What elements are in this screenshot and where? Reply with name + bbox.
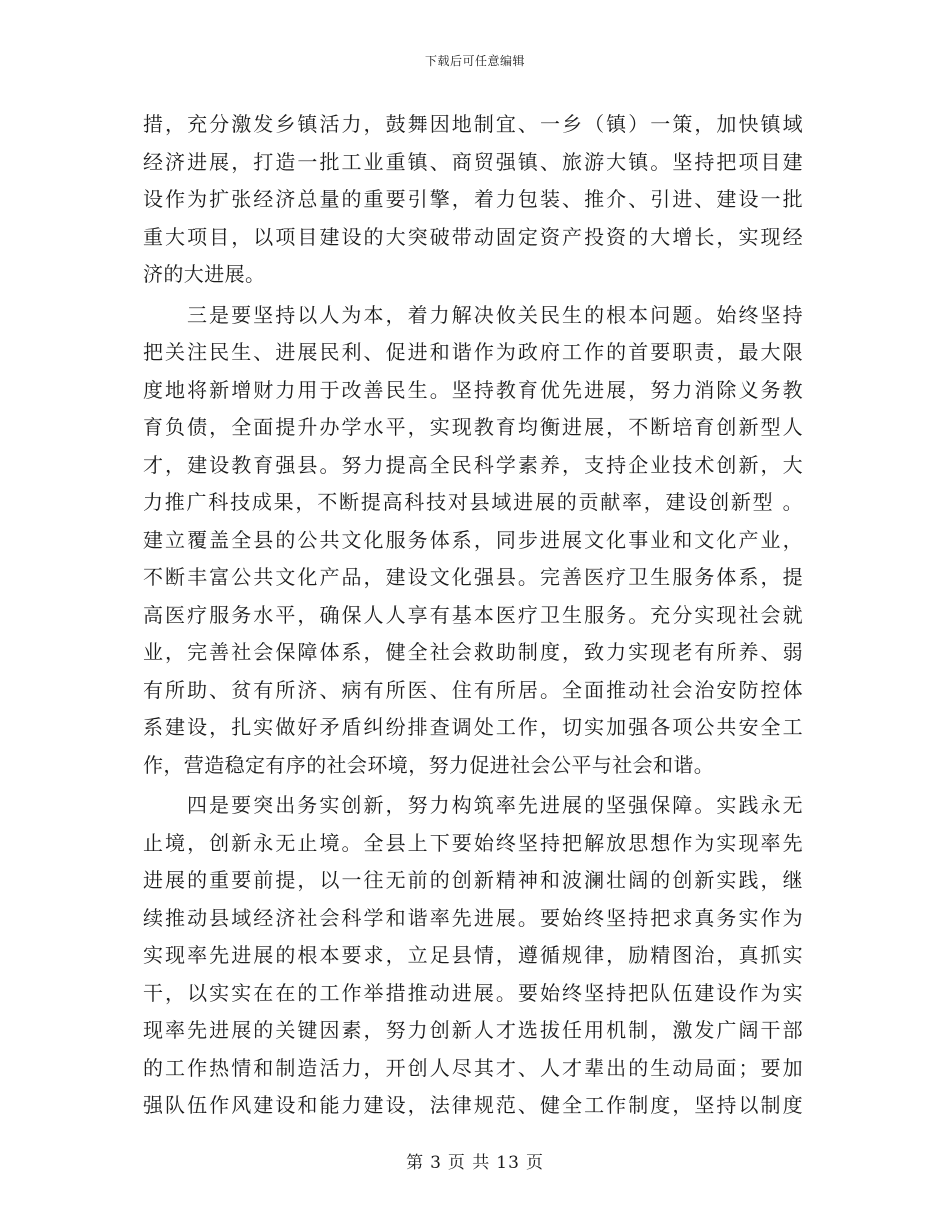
text-line: 强队伍作风建设和能力建设，法律规范、健全工作制度，坚持以制度 xyxy=(143,1093,803,1117)
text-line: 业，完善社会保障体系，健全社会救助制度，致力实现老有所养、弱 xyxy=(143,640,803,664)
total-pages: 13 xyxy=(496,1153,520,1173)
text-line: 重大项目，以项目建设的大突破带动固定资产投资的大增长，实现经 xyxy=(143,224,803,249)
text-line: 设作为扩张经济总量的重要引擎，着力包装、推介、引进、建设一批 xyxy=(143,187,803,211)
text-line: 才，建设教育强县。努力提高全民科学素养，支持企业技术创新，大 xyxy=(143,452,803,477)
text-line: 止境，创新永无止境。全县上下要始终坚持把解放思想作为实现率先 xyxy=(143,830,803,855)
page-number: 3 xyxy=(430,1153,442,1173)
text-line: 度地将新增财力用于改善民生。坚持教育优先进展，努力消除义务教 xyxy=(143,377,803,402)
paragraph xyxy=(143,787,803,1125)
paragraph xyxy=(143,297,803,785)
paragraph xyxy=(143,106,803,294)
text-line: 进展的重要前提，以一往无前的创新精神和波澜壮阔的创新实践，继 xyxy=(143,868,803,892)
footer-suffix: 页 xyxy=(525,1153,544,1173)
document-body xyxy=(143,106,803,1125)
text-line: 的工作热情和制造活力，开创人尽其才、人才辈出的生动局面；要加 xyxy=(143,1055,803,1080)
text-line: 三是要坚持以人为本，着力解决攸关民生的根本问题。始终坚持 xyxy=(187,302,803,327)
text-line: 现率先进展的关键因素，努力创新人才选拔任用机制，激发广阔干部 xyxy=(143,1018,803,1042)
text-line: 高医疗服务水平，确保人人享有基本医疗卫生服务。充分实现社会就 xyxy=(143,602,803,627)
text-line: 育负债，全面提升办学水平，实现教育均衡进展，不断培育创新型人 xyxy=(143,415,803,439)
text-line: 济的大进展。 xyxy=(143,262,266,286)
text-line: 系建设，扎实做好矛盾纠纷排查调处工作，切实加强各项公共安全工 xyxy=(143,715,803,739)
text-line: 续推动县域经济社会科学和谐率先进展。要始终坚持把求真务实作为 xyxy=(143,905,803,930)
text-line: 经济进展，打造一批工业重镇、商贸强镇、旅游大镇。坚持把项目建 xyxy=(143,149,803,174)
text-line: 不断丰富公共文化产品，建设文化强县。完善医疗卫生服务体系，提 xyxy=(143,565,803,589)
text-line: 措，充分激发乡镇活力，鼓舞因地制宜、一乡（镇）一策，加快镇域 xyxy=(143,112,803,136)
text-line: 力推广科技成果，不断提高科技对县域进展的贡献率，建设创新型 。 xyxy=(143,490,803,514)
page-footer xyxy=(0,1152,950,1174)
page-header: 下载后可任意编辑 xyxy=(424,54,525,68)
text-line: 干，以实实在在的工作举措推动进展。要始终坚持把队伍建设作为实 xyxy=(143,980,803,1005)
text-line: 实现率先进展的根本要求，立足县情，遵循规律，励精图治，真抓实 xyxy=(143,943,803,967)
text-line: 建立覆盖全县的公共文化服务体系，同步进展文化事业和文化产业， xyxy=(143,527,803,552)
text-line: 作，营造稳定有序的社会环境，努力促进社会公平与社会和谐。 xyxy=(143,752,715,777)
footer-prefix: 第 xyxy=(406,1153,425,1173)
text-line: 四是要突出务实创新，努力构筑率先进展的坚强保障。实践永无 xyxy=(187,793,803,817)
text-line: 有所助、贫有所济、病有所医、住有所居。全面推动社会治安防控体 xyxy=(143,677,803,702)
text-line: 把关注民生、进展民利、促进和谐作为政府工作的首要职责，最大限 xyxy=(143,340,803,364)
footer-middle: 页 共 xyxy=(447,1153,491,1173)
